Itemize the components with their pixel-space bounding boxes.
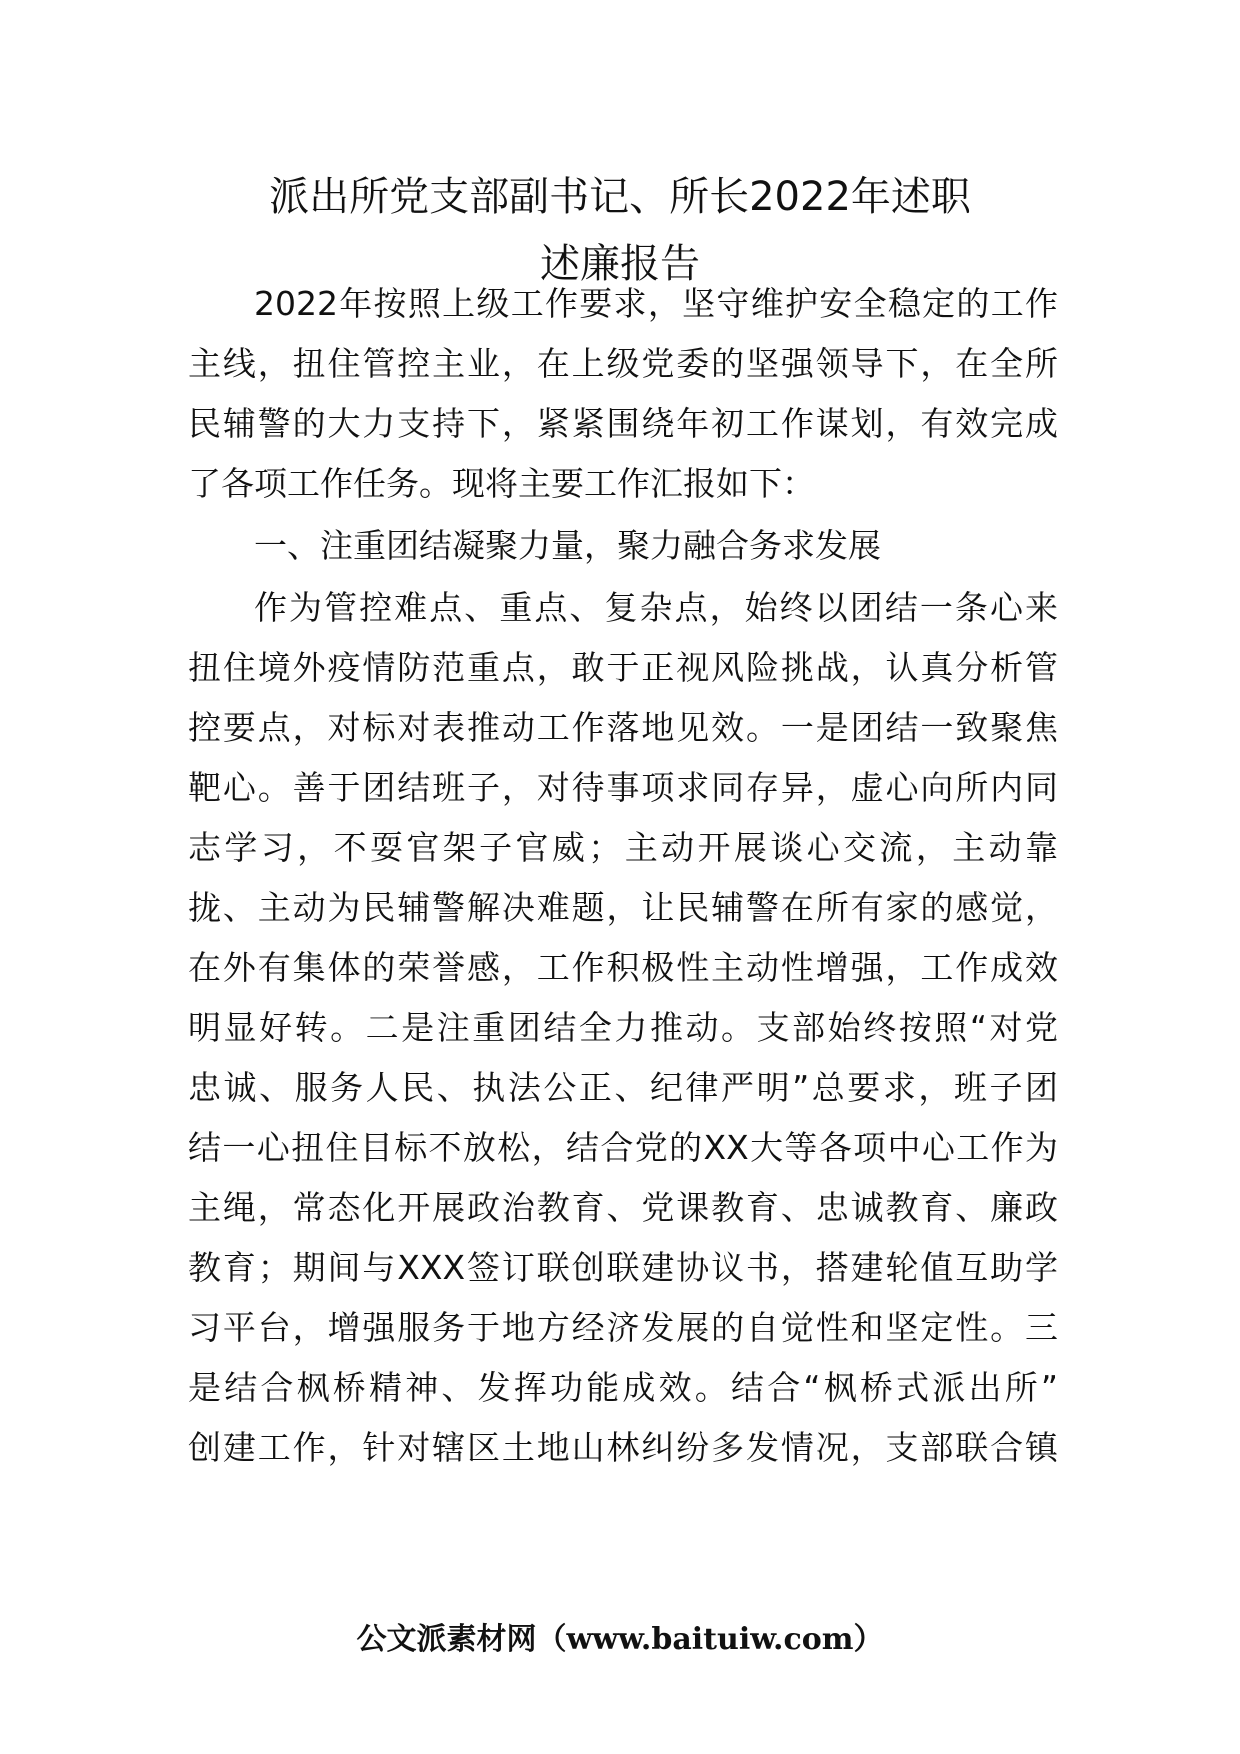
body-line: 忠诚、服务人民、执法公正、纪律严明”总要求，班子团: [188, 1068, 1058, 1107]
document-title-line-1: 派出所党支部副书记、所长2022年述职: [269, 174, 971, 220]
body-line: 控要点，对标对表推动工作落地见效。一是团结一致聚焦: [188, 708, 1058, 747]
body-line: 扭住境外疫情防范重点，敢于正视风险挑战，认真分析管: [188, 648, 1058, 687]
body-line: 2022年按照上级工作要求，坚守维护安全稳定的工作: [254, 284, 1058, 323]
body-line: 主线，扭住管控主业，在上级党委的坚强领导下，在全所: [188, 344, 1058, 383]
footer-source: 公文派素材网（www.baituiw.com）: [356, 1622, 884, 1657]
body-line: 主绳，常态化开展政治教育、党课教育、忠诚教育、廉政: [188, 1188, 1058, 1227]
section-heading: 一、注重团结凝聚力量，聚力融合务求发展: [254, 526, 881, 565]
body-line: 在外有集体的荣誉感，工作积极性主动性增强，工作成效: [188, 948, 1058, 987]
body-line: 创建工作，针对辖区土地山林纠纷多发情况，支部联合镇: [188, 1428, 1058, 1467]
body-line: 民辅警的大力支持下，紧紧围绕年初工作谋划，有效完成: [188, 404, 1058, 443]
body-line: 志学习，不耍官架子官威；主动开展谈心交流，主动靠: [188, 828, 1058, 867]
body-line: 习平台，增强服务于地方经济发展的自觉性和坚定性。三: [188, 1308, 1058, 1347]
body-line: 是结合枫桥精神、发挥功能成效。结合“枫桥式派出所”: [188, 1368, 1058, 1407]
body-line: 明显好转。二是注重团结全力推动。支部始终按照“对党: [188, 1008, 1058, 1047]
body-line: 结一心扭住目标不放松，结合党的XX大等各项中心工作为: [188, 1128, 1058, 1167]
body-line: 靶心。善于团结班子，对待事项求同存异，虚心向所内同: [188, 768, 1058, 807]
body-line: 拢、主动为民辅警解决难题，让民辅警在所有家的感觉，: [188, 888, 1058, 927]
body-line: 了各项工作任务。现将主要工作汇报如下：: [188, 464, 815, 503]
document-title-line-2: 述廉报告: [540, 241, 700, 287]
body-line: 作为管控难点、重点、复杂点，始终以团结一条心来: [254, 588, 1058, 627]
body-line: 教育；期间与XXX签订联创联建协议书，搭建轮值互助学: [188, 1248, 1058, 1287]
